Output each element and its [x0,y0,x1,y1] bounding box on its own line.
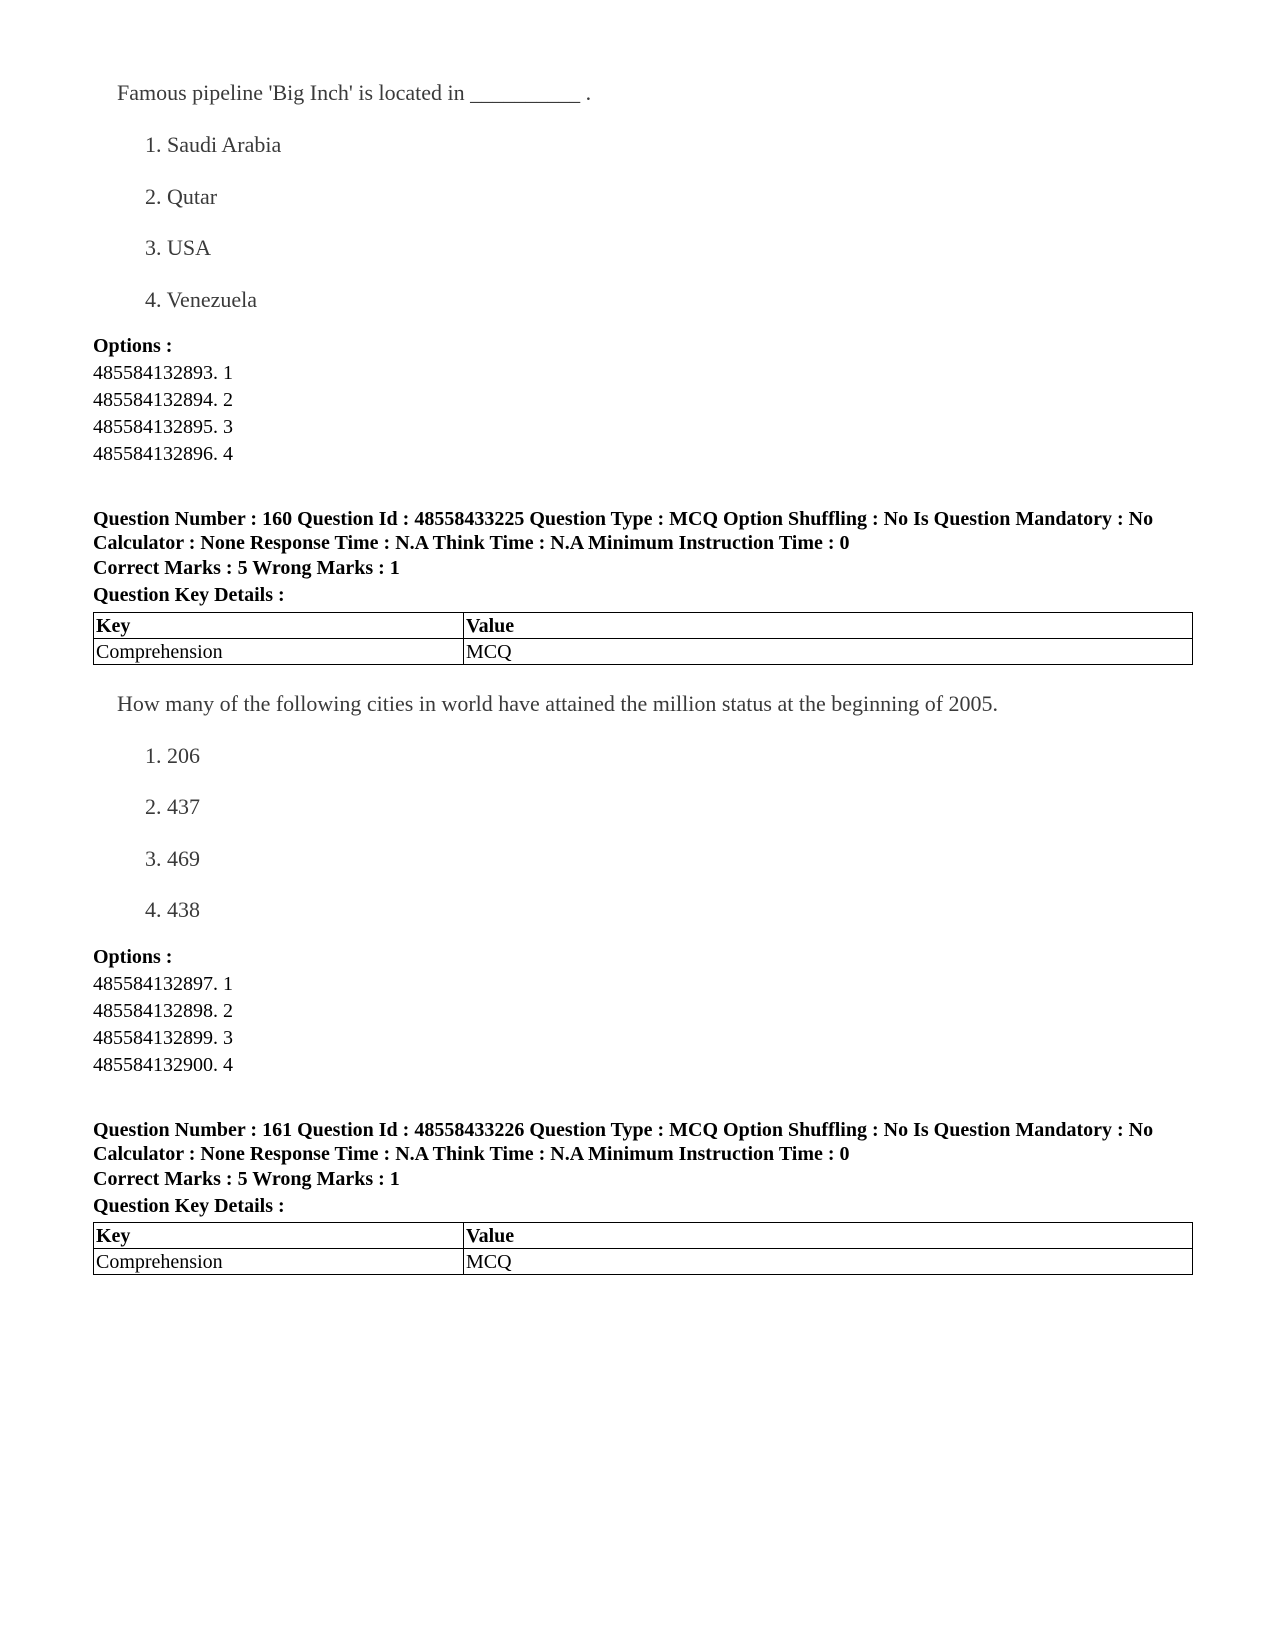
marks-line: Correct Marks : 5 Wrong Marks : 1 [93,1168,400,1190]
option-line: 485584132895. 3 [93,416,233,438]
key-details-table [93,1222,1193,1275]
question-text: Famous pipeline 'Big Inch' is located in __________ . [117,80,592,105]
table-row [94,639,1193,665]
table-header-row [94,613,1193,639]
answer-choice: 3. 469 [145,846,200,871]
table-cell-value: MCQ [464,639,1193,665]
table-cell-key: Comprehension [94,639,464,665]
question-text: How many of the following cities in world have attained the million status at the beginning of 2005. [117,691,999,716]
question-metadata: Question Number : 161 Question Id : 48558433226 Question Type : MCQ Option Shuffling : No Is Question Mandatory : No Calculator : None Response Time : N.A Think Time : N.A Minimum Instruction Time : 0 [93,1119,1154,1165]
option-line: 485584132898. 2 [93,1000,233,1022]
answer-choice: 3. USA [145,235,212,260]
table-header-key: Key [94,1223,464,1249]
option-line: 485584132900. 4 [93,1054,233,1076]
answer-choice: 4. 438 [145,897,200,922]
table-header-value: Value [464,613,1193,639]
option-line: 485584132897. 1 [93,973,233,995]
key-details-table [93,612,1193,665]
marks-line: Correct Marks : 5 Wrong Marks : 1 [93,557,400,579]
option-line: 485584132893. 1 [93,362,233,384]
option-line: 485584132899. 3 [93,1027,233,1049]
table-header-row [94,1223,1193,1249]
options-heading: Options : [93,335,173,357]
key-details-label: Question Key Details : [93,1195,285,1217]
answer-choice: 2. Qutar [145,184,218,209]
table-header-value: Value [464,1223,1193,1249]
table-cell-key: Comprehension [94,1249,464,1275]
options-heading: Options : [93,946,173,968]
table-cell-value: MCQ [464,1249,1193,1275]
answer-choice: 1. Saudi Arabia [145,132,282,157]
key-details-label: Question Key Details : [93,584,285,606]
answer-choice: 4. Venezuela [145,287,257,312]
option-line: 485584132896. 4 [93,443,233,465]
table-row [94,1249,1193,1275]
option-line: 485584132894. 2 [93,389,233,411]
table-header-key: Key [94,613,464,639]
answer-choice: 2. 437 [145,794,200,819]
answer-choice: 1. 206 [145,743,200,768]
question-metadata: Question Number : 160 Question Id : 48558433225 Question Type : MCQ Option Shuffling : No Is Question Mandatory : No Calculator : None Response Time : N.A Think Time : N.A Minimum Instruction Time : 0 [93,508,1154,554]
